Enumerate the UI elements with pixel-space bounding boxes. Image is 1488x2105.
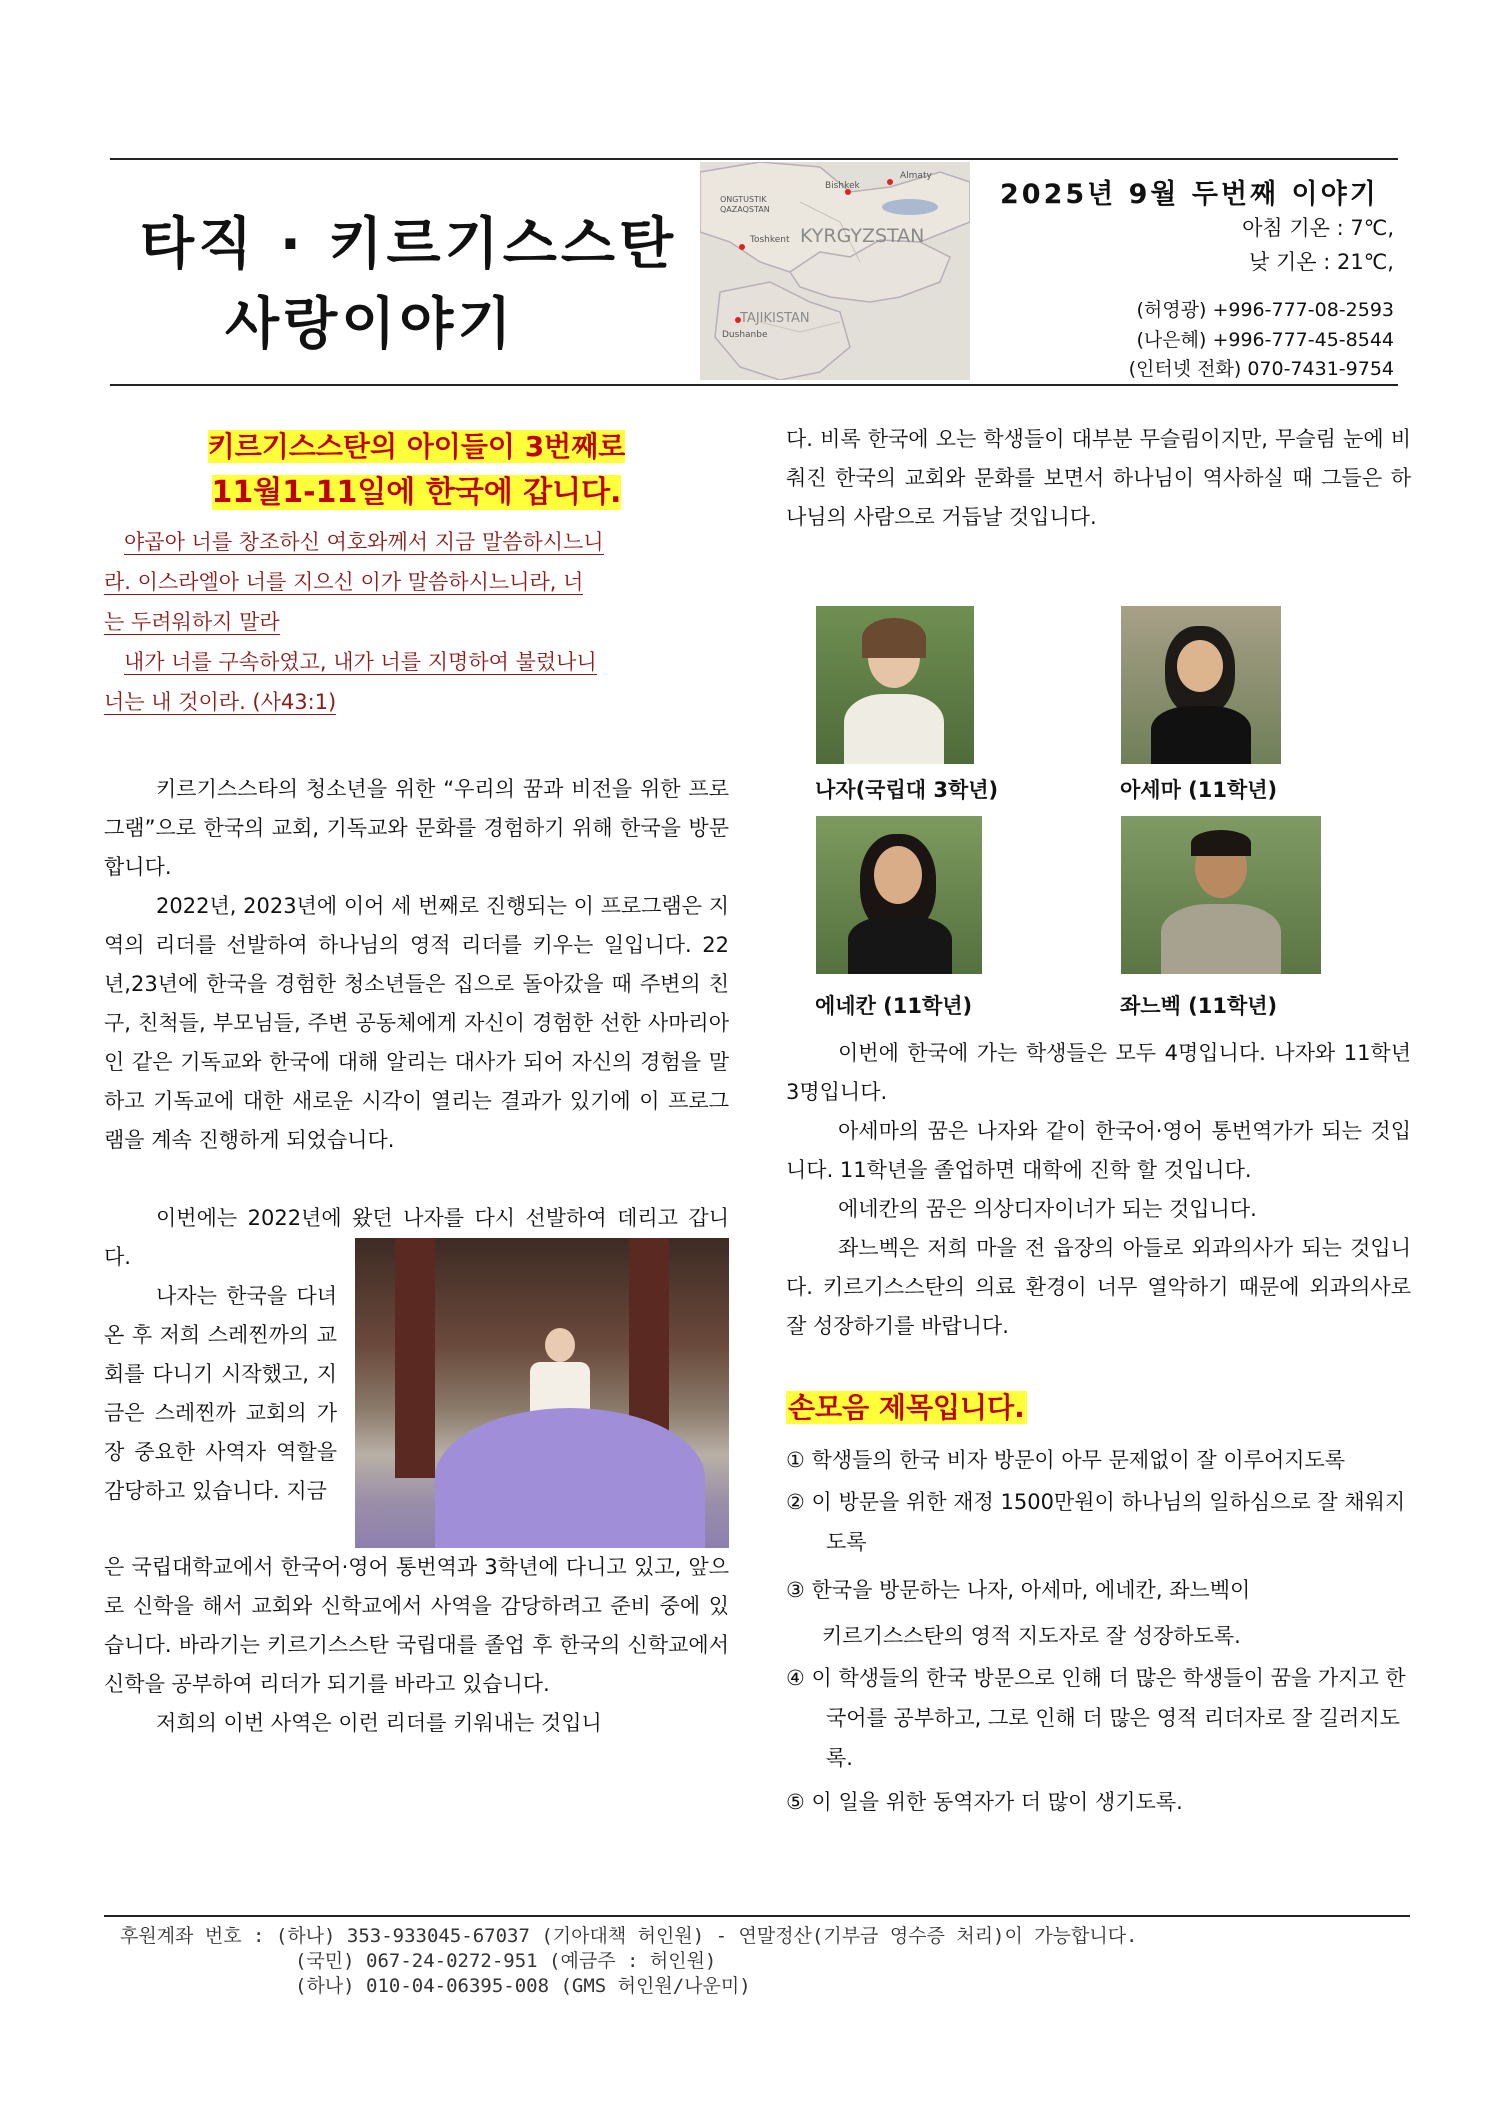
footer-line-1: 후원계좌 번호 : (하나) 353-933045-67037 (기아대책 허인원) - 연말정산(기부금 영수증 처리)이 가능합니다.	[120, 1925, 1138, 1947]
paragraph-program: 2022년, 2023년에 이어 세 번째로 진행되는 이 프로그램은 지역의 리더를 선발하여 하나님의 영적 리더를 키우는 일입니다. 22년,23년에 한국을 경험한 청소년들은 집으로 돌아갔을 때 주변의 친구, 친척들, 부모님들, 주변 공동체에게 자신이 경험한 선한 사마리아인 같은 기독교와 한국에 대해 알리는 대사가 되어 자신의 경험을 말하고 기독교에 대한 새로운 시각이 열리는 결과가 있기에 이 프로그램을 계속 진행하게 되었습니다.	[104, 894, 729, 1152]
map-label-tashkent: Toshkent	[750, 235, 790, 245]
photo-asema	[1121, 606, 1281, 764]
map-label-qazaqstan: QAZAQSTAN	[720, 205, 770, 214]
map-label-tajikistan: TAJIKISTAN	[740, 311, 810, 326]
right-column-lower	[786, 1034, 1411, 1822]
verse-line-2: 라. 이스라엘아 너를 지으신 이가 말씀하시느니라, 너	[104, 570, 584, 594]
newsletter-title-line2: 사랑이야기	[225, 292, 516, 357]
caption-asema: 아세마 (11학년)	[1120, 778, 1278, 802]
paragraph-four-students: 이번에 한국에 가는 학생들은 모두 4명입니다. 나자와 11학년 3명입니다.	[786, 1041, 1411, 1104]
footer-donation-info	[120, 1924, 1138, 1999]
photo-enekan	[816, 816, 982, 974]
map-label-bishkek: Bishkek	[825, 181, 860, 191]
contact-phone-2: (나은혜) +996-777-45-8544	[1136, 329, 1394, 351]
paragraph-ministry: 저희의 이번 사역은 이런 리더를 키워내는 것입니	[156, 1711, 602, 1735]
prayer-item-2: ② 이 방문을 위한 재정 1500만원이 하나님의 일하심으로 잘 채워지도록	[786, 1490, 1406, 1554]
map-label-dushanbe: Dushanbe	[722, 330, 768, 340]
verse-line-1: 야곱아 너를 창조하신 여호와께서 지금 말씀하시느니	[124, 530, 604, 554]
caption-enekan: 에네칸 (11학년)	[815, 994, 973, 1018]
verse-line-5: 너는 내 것이라. (사43:1)	[104, 690, 337, 714]
prayer-item-3-cont: 키르기스스탄의 영적 지도자로 잘 성장하도록.	[822, 1624, 1241, 1648]
prayer-item-3: ③ 한국을 방문하는 나자, 아세마, 에네칸, 좌느벡이	[786, 1578, 1251, 1602]
temp-day: 낮 기온 : 21℃,	[1249, 250, 1394, 274]
prayer-title: 손모음 제목입니다.	[788, 1391, 1025, 1424]
footer-line-3: (하나) 010-04-06395-008 (GMS 허인원/나운미)	[295, 1975, 751, 1997]
temp-morning: 아침 기온 : 7℃,	[1242, 216, 1394, 240]
map-label-almaty: Almaty	[900, 171, 932, 181]
paragraph-intro: 키르기스스타의 청소년을 위한 “우리의 꿈과 비전을 위한 프로그램”으로 한국의 교회, 기독교와 문화를 경험하기 위해 한국을 방문합니다.	[104, 777, 729, 879]
photo-janybek	[1121, 816, 1321, 974]
issue-label: 2025년 9월 두번째 이야기	[1000, 179, 1379, 210]
paragraph-naja-church: 나자는 한국을 다녀온 후 저희 스레찐까의 교회를 다니기 시작했고, 지금은 스레찐까 교회의 가장 중요한 사역자 역할을 감당하고 있습니다. 지금	[104, 1284, 337, 1503]
contact-phone-3: (인터넷 전화) 070-7431-9754	[1128, 358, 1394, 380]
caption-janybek: 좌느벡 (11학년)	[1120, 994, 1278, 1018]
bible-verse	[104, 522, 729, 722]
paragraph-muslim-students: 다. 비록 한국에 오는 학생들이 대부분 무슬림이지만, 무슬림 눈에 비춰진 한국의 교회와 문화를 보면서 하나님이 역사하실 때 그들은 하나님의 사람으로 거듭날 것입니다.	[786, 427, 1411, 529]
verse-line-4: 내가 너를 구속하였고, 내가 너를 지명하여 불렀나니	[124, 650, 597, 674]
photo-naja	[816, 606, 974, 764]
map-label-ongtustik: ONGTUSTIK	[720, 195, 767, 204]
headline-line2: 11월1-11일에 한국에 갑니다.	[211, 475, 622, 510]
photo-naja-hanbok	[355, 1238, 729, 1548]
left-column	[104, 424, 729, 1743]
right-column	[786, 420, 1411, 537]
paragraph-janybek-dream: 좌느벡은 저희 마을 전 읍장의 아들로 외과의사가 되는 것입니다. 키르기스스탄의 의료 환경이 너무 열악하기 때문에 외과의사로 잘 성장하기를 바랍니다.	[786, 1236, 1411, 1338]
region-map	[700, 162, 970, 380]
header-bottom-rule	[110, 384, 1398, 386]
paragraph-naja-selected: 이번에는 2022년에 왔던 나자를 다시 선발하여 데리고 갑니다.	[104, 1206, 729, 1269]
map-graphic	[700, 162, 970, 380]
paragraph-naja-study: 은 국립대학교에서 한국어·영어 통번역과 3학년에 다니고 있고, 앞으로 신학을 해서 교회와 신학교에서 사역을 감당하려고 준비 중에 있습니다. 바라기는 키르기스스탄 국립대를 졸업 후 한국의 신학교에서 신학을 공부하여 리더가 되기를 바라고 있습니다.	[104, 1555, 729, 1696]
caption-naja: 나자(국립대 3학년)	[815, 778, 999, 802]
headline-line1: 키르기스스탄의 아이들이 3번째로	[207, 430, 626, 463]
prayer-item-1: ① 학생들의 한국 비자 방문이 아무 문제없이 잘 이루어지도록	[786, 1448, 1346, 1472]
header-top-rule	[110, 158, 1398, 160]
prayer-item-4: ④ 이 학생들의 한국 방문으로 인해 더 많은 학생들이 꿈을 가지고 한국어를 공부하고, 그로 인해 더 많은 영적 리더자로 잘 길러지도록.	[786, 1666, 1406, 1770]
footer-line-2: (국민) 067-24-0272-951 (예금주 : 허인원)	[295, 1950, 717, 1972]
newsletter-title-line1: 타직 · 키르기스스탄	[140, 212, 678, 277]
paragraph-enekan-dream: 에네칸의 꿈은 의상디자이너가 되는 것입니다.	[838, 1197, 1257, 1221]
prayer-item-5: ⑤ 이 일을 위한 동역자가 더 많이 생기도록.	[786, 1790, 1183, 1814]
paragraph-asema-dream: 아세마의 꿈은 나자와 같이 한국어·영어 통번역가가 되는 것입니다. 11학년을 졸업하면 대학에 진학 할 것입니다.	[786, 1119, 1411, 1182]
verse-line-3: 는 두려워하지 말라	[104, 610, 280, 634]
contact-phone-1: (허영광) +996-777-08-2593	[1136, 299, 1394, 321]
map-label-kyrgyzstan: KYRGYZSTAN	[800, 225, 925, 247]
footer-rule	[104, 1915, 1410, 1917]
